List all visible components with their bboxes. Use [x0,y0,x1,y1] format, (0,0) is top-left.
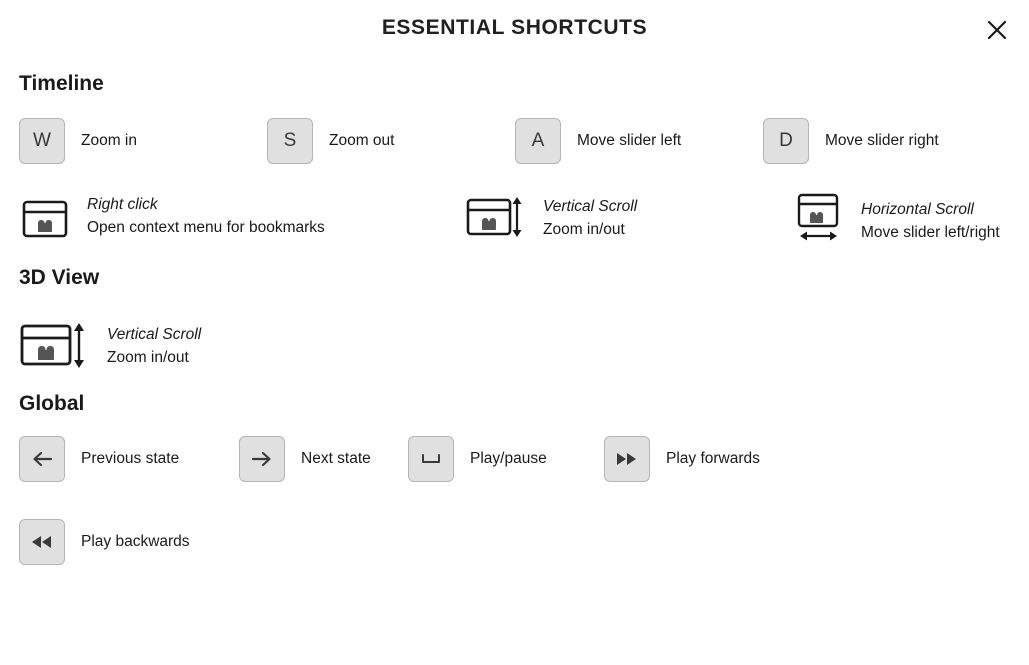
shortcut-label: Zoom in [81,132,137,150]
key-cap-arrow-right[interactable] [239,436,285,482]
shortcut-description: Open context menu for bookmarks [87,219,325,236]
key-cap-a[interactable]: A [515,118,561,164]
shortcut-label: Zoom out [329,132,395,150]
shortcut-description: Zoom in/out [107,349,189,366]
shortcut-label: Move slider right [825,132,939,150]
shortcut-entry [19,436,239,482]
shortcut-entry [19,118,267,164]
shortcut-label: Play/pause [470,450,547,468]
shortcut-action: Vertical Scroll [107,325,202,343]
key-cap-w[interactable]: W [19,118,65,164]
shortcut-action: Right click [87,195,158,213]
shortcut-entry [515,118,763,164]
shortcut-description: Zoom in/out [543,221,625,238]
fast-forward-icon [614,450,640,468]
key-cap-spacebar[interactable] [408,436,454,482]
shortcut-entry [19,519,190,565]
shortcut-entry [763,118,939,164]
shortcut-label: Play backwards [81,533,190,551]
shortcut-action: Vertical Scroll [543,197,638,215]
shortcut-entry [408,436,604,482]
key-cap-fast-forward[interactable] [604,436,650,482]
section-title-global: Global [19,392,85,415]
section-title-timeline: Timeline [19,72,104,95]
mouse-horizontal-scroll-icon [793,190,845,252]
mouse-right-click-icon [19,190,71,242]
close-icon[interactable] [983,16,1011,44]
timeline-key-shortcuts-row [19,118,1029,164]
rewind-icon [29,533,55,551]
spacebar-icon [419,451,443,467]
mouse-vertical-scroll-icon [19,316,91,376]
timeline-mouse-shortcuts-row [19,190,1029,252]
page-title: ESSENTIAL SHORTCUTS [381,16,648,39]
shortcut-label: Play forwards [666,450,760,468]
shortcut-entry [793,190,1000,252]
shortcut-entry [239,436,408,482]
key-cap-s[interactable]: S [267,118,313,164]
global-shortcuts-row-2 [19,519,1029,565]
shortcut-entry [19,190,465,242]
shortcut-label: Next state [301,450,371,468]
shortcut-label: Previous state [81,450,180,468]
global-shortcuts-row-1 [19,436,1029,482]
shortcut-entry [465,190,793,246]
shortcut-action: Horizontal Scroll [861,200,974,218]
key-cap-arrow-left[interactable] [19,436,65,482]
shortcut-label [107,323,201,370]
shortcut-label: Move slider left [577,132,682,150]
view3d-mouse-shortcuts-row [19,316,1029,376]
shortcut-entry [604,436,760,482]
section-title-3d-view: 3D View [19,266,100,289]
shortcut-entry [19,316,201,376]
shortcut-entry [267,118,515,164]
mouse-vertical-scroll-icon [465,190,527,246]
shortcut-label [543,195,637,242]
key-cap-rewind[interactable] [19,519,65,565]
shortcut-label [87,193,325,240]
arrow-left-icon [30,449,54,469]
arrow-right-icon [250,449,274,469]
shortcut-description: Move slider left/right [861,224,1000,241]
key-cap-d[interactable]: D [763,118,809,164]
shortcut-label [861,198,1000,245]
